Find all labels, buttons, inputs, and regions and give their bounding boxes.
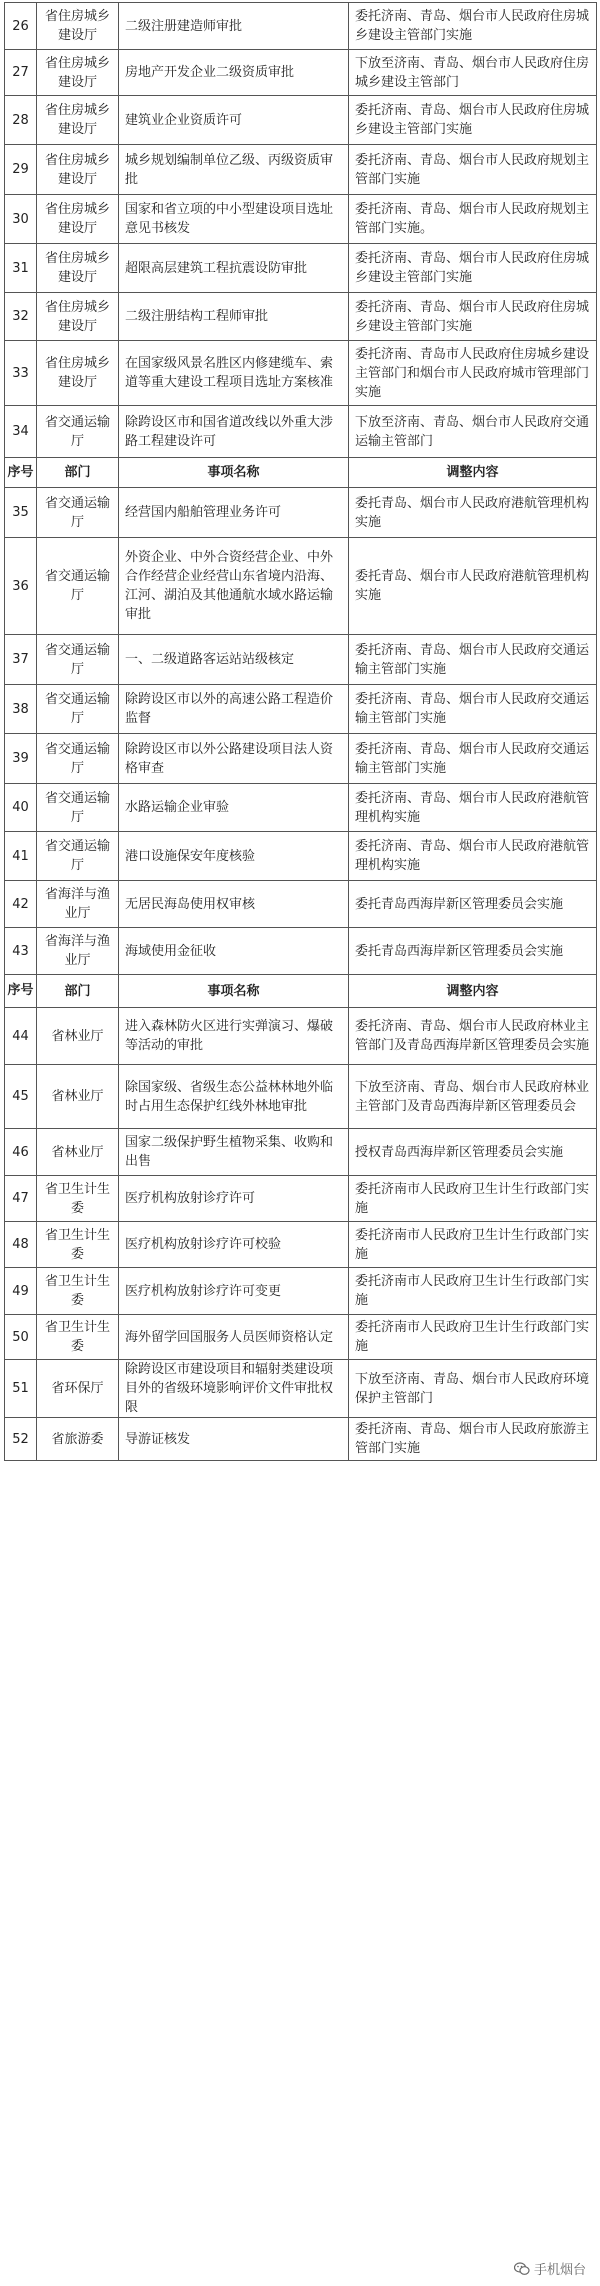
adjustment-table bbox=[4, 2, 597, 1461]
row-num: 44 bbox=[5, 1008, 37, 1065]
table-row bbox=[5, 1176, 597, 1222]
row-adjust: 委托青岛西海岸新区管理委员会实施 bbox=[349, 928, 597, 975]
row-dept: 省住房城乡建设厅 bbox=[37, 293, 119, 341]
row-num: 27 bbox=[5, 50, 37, 96]
table-row bbox=[5, 734, 597, 784]
row-item: 除跨设区市以外的高速公路工程造价监督 bbox=[119, 685, 349, 734]
row-adjust: 下放至济南、青岛、烟台市人民政府林业主管部门及青岛西海岸新区管理委员会 bbox=[349, 1065, 597, 1129]
watermark bbox=[514, 2259, 586, 2278]
row-num: 51 bbox=[5, 1360, 37, 1418]
row-dept: 省交通运输厅 bbox=[37, 784, 119, 832]
row-num: 39 bbox=[5, 734, 37, 784]
row-dept: 省林业厅 bbox=[37, 1008, 119, 1065]
row-num: 52 bbox=[5, 1418, 37, 1461]
row-num: 35 bbox=[5, 488, 37, 538]
header-num: 序号 bbox=[5, 975, 37, 1008]
document bbox=[4, 2, 596, 1461]
row-num: 26 bbox=[5, 3, 37, 50]
row-dept: 省住房城乡建设厅 bbox=[37, 50, 119, 96]
row-item: 医疗机构放射诊疗许可 bbox=[119, 1176, 349, 1222]
row-num: 28 bbox=[5, 96, 37, 145]
row-num: 34 bbox=[5, 406, 37, 458]
row-item: 在国家级风景名胜区内修建缆车、索道等重大建设工程项目选址方案核准 bbox=[119, 341, 349, 406]
row-item: 海域使用金征收 bbox=[119, 928, 349, 975]
header-item: 事项名称 bbox=[119, 458, 349, 488]
table-row bbox=[5, 293, 597, 341]
table-row bbox=[5, 1129, 597, 1176]
row-dept: 省交通运输厅 bbox=[37, 685, 119, 734]
row-item: 导游证核发 bbox=[119, 1418, 349, 1461]
row-dept: 省住房城乡建设厅 bbox=[37, 96, 119, 145]
row-adjust: 委托济南、青岛、烟台市人民政府港航管理机构实施 bbox=[349, 784, 597, 832]
row-adjust: 委托济南市人民政府卫生计生行政部门实施 bbox=[349, 1176, 597, 1222]
row-adjust: 委托济南、青岛、烟台市人民政府规划主管部门实施。 bbox=[349, 195, 597, 244]
row-dept: 省交通运输厅 bbox=[37, 635, 119, 685]
table-row bbox=[5, 1222, 597, 1268]
row-adjust: 授权青岛西海岸新区管理委员会实施 bbox=[349, 1129, 597, 1176]
table-row bbox=[5, 928, 597, 975]
table-header-row bbox=[5, 458, 597, 488]
row-adjust: 委托济南、青岛、烟台市人民政府住房城乡建设主管部门实施 bbox=[349, 293, 597, 341]
table-row bbox=[5, 538, 597, 635]
table-row bbox=[5, 195, 597, 244]
row-item: 除国家级、省级生态公益林林地外临时占用生态保护红线外林地审批 bbox=[119, 1065, 349, 1129]
row-num: 38 bbox=[5, 685, 37, 734]
table-row bbox=[5, 1315, 597, 1360]
table-row bbox=[5, 96, 597, 145]
row-num: 42 bbox=[5, 881, 37, 928]
table-row bbox=[5, 1268, 597, 1315]
row-item: 国家和省立项的中小型建设项目选址意见书核发 bbox=[119, 195, 349, 244]
row-item: 超限高层建筑工程抗震设防审批 bbox=[119, 244, 349, 293]
table-row bbox=[5, 488, 597, 538]
row-num: 47 bbox=[5, 1176, 37, 1222]
row-adjust: 委托济南、青岛、烟台市人民政府港航管理机构实施 bbox=[349, 832, 597, 881]
row-adjust: 委托济南、青岛、烟台市人民政府林业主管部门及青岛西海岸新区管理委员会实施 bbox=[349, 1008, 597, 1065]
row-num: 41 bbox=[5, 832, 37, 881]
row-dept: 省卫生计生委 bbox=[37, 1222, 119, 1268]
row-item: 外资企业、中外合资经营企业、中外合作经营企业经营山东省境内沿海、江河、湖泊及其他通航水域水路运输审批 bbox=[119, 538, 349, 635]
header-num: 序号 bbox=[5, 458, 37, 488]
row-dept: 省住房城乡建设厅 bbox=[37, 341, 119, 406]
row-adjust: 委托济南市人民政府卫生计生行政部门实施 bbox=[349, 1268, 597, 1315]
row-adjust: 委托青岛、烟台市人民政府港航管理机构实施 bbox=[349, 538, 597, 635]
row-num: 45 bbox=[5, 1065, 37, 1129]
row-num: 33 bbox=[5, 341, 37, 406]
row-dept: 省交通运输厅 bbox=[37, 832, 119, 881]
table-header-row bbox=[5, 975, 597, 1008]
row-num: 50 bbox=[5, 1315, 37, 1360]
table-row bbox=[5, 1008, 597, 1065]
header-dept: 部门 bbox=[37, 458, 119, 488]
row-dept: 省住房城乡建设厅 bbox=[37, 195, 119, 244]
row-adjust: 下放至济南、青岛、烟台市人民政府环境保护主管部门 bbox=[349, 1360, 597, 1418]
row-num: 43 bbox=[5, 928, 37, 975]
row-adjust: 委托济南、青岛、烟台市人民政府旅游主管部门实施 bbox=[349, 1418, 597, 1461]
row-dept: 省住房城乡建设厅 bbox=[37, 244, 119, 293]
table-row bbox=[5, 145, 597, 195]
table-row bbox=[5, 635, 597, 685]
table-row bbox=[5, 3, 597, 50]
row-num: 32 bbox=[5, 293, 37, 341]
table-row bbox=[5, 50, 597, 96]
row-item: 除跨设区市建设项目和辐射类建设项目外的省级环境影响评价文件审批权限 bbox=[119, 1360, 349, 1418]
row-adjust: 委托青岛、烟台市人民政府港航管理机构实施 bbox=[349, 488, 597, 538]
row-num: 40 bbox=[5, 784, 37, 832]
row-item: 一、二级道路客运站站级核定 bbox=[119, 635, 349, 685]
row-adjust: 委托济南市人民政府卫生计生行政部门实施 bbox=[349, 1315, 597, 1360]
row-dept: 省住房城乡建设厅 bbox=[37, 145, 119, 195]
row-item: 水路运输企业审验 bbox=[119, 784, 349, 832]
table-row bbox=[5, 341, 597, 406]
row-adjust: 委托济南、青岛、烟台市人民政府住房城乡建设主管部门实施 bbox=[349, 3, 597, 50]
row-num: 46 bbox=[5, 1129, 37, 1176]
row-item: 除跨设区市和国省道改线以外重大涉路工程建设许可 bbox=[119, 406, 349, 458]
header-adjust: 调整内容 bbox=[349, 458, 597, 488]
wechat-icon bbox=[514, 2262, 530, 2276]
table-row bbox=[5, 685, 597, 734]
table-row bbox=[5, 1418, 597, 1461]
header-adjust: 调整内容 bbox=[349, 975, 597, 1008]
row-dept: 省交通运输厅 bbox=[37, 406, 119, 458]
row-dept: 省卫生计生委 bbox=[37, 1315, 119, 1360]
row-adjust: 委托济南、青岛、烟台市人民政府规划主管部门实施 bbox=[349, 145, 597, 195]
row-item: 房地产开发企业二级资质审批 bbox=[119, 50, 349, 96]
row-adjust: 下放至济南、青岛、烟台市人民政府住房城乡建设主管部门 bbox=[349, 50, 597, 96]
row-num: 29 bbox=[5, 145, 37, 195]
row-dept: 省交通运输厅 bbox=[37, 734, 119, 784]
table-row bbox=[5, 784, 597, 832]
table-row bbox=[5, 881, 597, 928]
row-item: 医疗机构放射诊疗许可变更 bbox=[119, 1268, 349, 1315]
row-item: 城乡规划编制单位乙级、丙级资质审批 bbox=[119, 145, 349, 195]
row-dept: 省环保厅 bbox=[37, 1360, 119, 1418]
row-item: 国家二级保护野生植物采集、收购和出售 bbox=[119, 1129, 349, 1176]
table-row bbox=[5, 1065, 597, 1129]
row-item: 医疗机构放射诊疗许可校验 bbox=[119, 1222, 349, 1268]
row-num: 31 bbox=[5, 244, 37, 293]
row-item: 建筑业企业资质许可 bbox=[119, 96, 349, 145]
row-dept: 省交通运输厅 bbox=[37, 538, 119, 635]
table-row bbox=[5, 406, 597, 458]
row-adjust: 下放至济南、青岛、烟台市人民政府交通运输主管部门 bbox=[349, 406, 597, 458]
row-dept: 省旅游委 bbox=[37, 1418, 119, 1461]
table-row bbox=[5, 832, 597, 881]
row-item: 二级注册结构工程师审批 bbox=[119, 293, 349, 341]
row-item: 港口设施保安年度核验 bbox=[119, 832, 349, 881]
row-adjust: 委托济南市人民政府卫生计生行政部门实施 bbox=[349, 1222, 597, 1268]
row-item: 二级注册建造师审批 bbox=[119, 3, 349, 50]
row-num: 48 bbox=[5, 1222, 37, 1268]
row-dept: 省林业厅 bbox=[37, 1065, 119, 1129]
watermark-text: 手机烟台 bbox=[533, 2263, 586, 2278]
row-dept: 省卫生计生委 bbox=[37, 1268, 119, 1315]
row-dept: 省林业厅 bbox=[37, 1129, 119, 1176]
row-item: 海外留学回国服务人员医师资格认定 bbox=[119, 1315, 349, 1360]
row-adjust: 委托济南、青岛、烟台市人民政府住房城乡建设主管部门实施 bbox=[349, 244, 597, 293]
row-item: 进入森林防火区进行实弹演习、爆破等活动的审批 bbox=[119, 1008, 349, 1065]
row-num: 36 bbox=[5, 538, 37, 635]
table-row bbox=[5, 1360, 597, 1418]
row-dept: 省住房城乡建设厅 bbox=[37, 3, 119, 50]
row-adjust: 委托济南、青岛、烟台市人民政府交通运输主管部门实施 bbox=[349, 734, 597, 784]
row-num: 30 bbox=[5, 195, 37, 244]
row-dept: 省卫生计生委 bbox=[37, 1176, 119, 1222]
header-item: 事项名称 bbox=[119, 975, 349, 1008]
row-item: 无居民海岛使用权审核 bbox=[119, 881, 349, 928]
row-item: 经营国内船舶管理业务许可 bbox=[119, 488, 349, 538]
row-num: 49 bbox=[5, 1268, 37, 1315]
row-adjust: 委托济南、青岛、烟台市人民政府住房城乡建设主管部门实施 bbox=[349, 96, 597, 145]
row-dept: 省交通运输厅 bbox=[37, 488, 119, 538]
row-adjust: 委托济南、青岛、烟台市人民政府交通运输主管部门实施 bbox=[349, 685, 597, 734]
row-num: 37 bbox=[5, 635, 37, 685]
header-dept: 部门 bbox=[37, 975, 119, 1008]
row-adjust: 委托济南、青岛市人民政府住房城乡建设主管部门和烟台市人民政府城市管理部门实施 bbox=[349, 341, 597, 406]
row-dept: 省海洋与渔业厅 bbox=[37, 928, 119, 975]
row-adjust: 委托济南、青岛、烟台市人民政府交通运输主管部门实施 bbox=[349, 635, 597, 685]
row-adjust: 委托青岛西海岸新区管理委员会实施 bbox=[349, 881, 597, 928]
row-item: 除跨设区市以外公路建设项目法人资格审查 bbox=[119, 734, 349, 784]
table-row bbox=[5, 244, 597, 293]
row-dept: 省海洋与渔业厅 bbox=[37, 881, 119, 928]
